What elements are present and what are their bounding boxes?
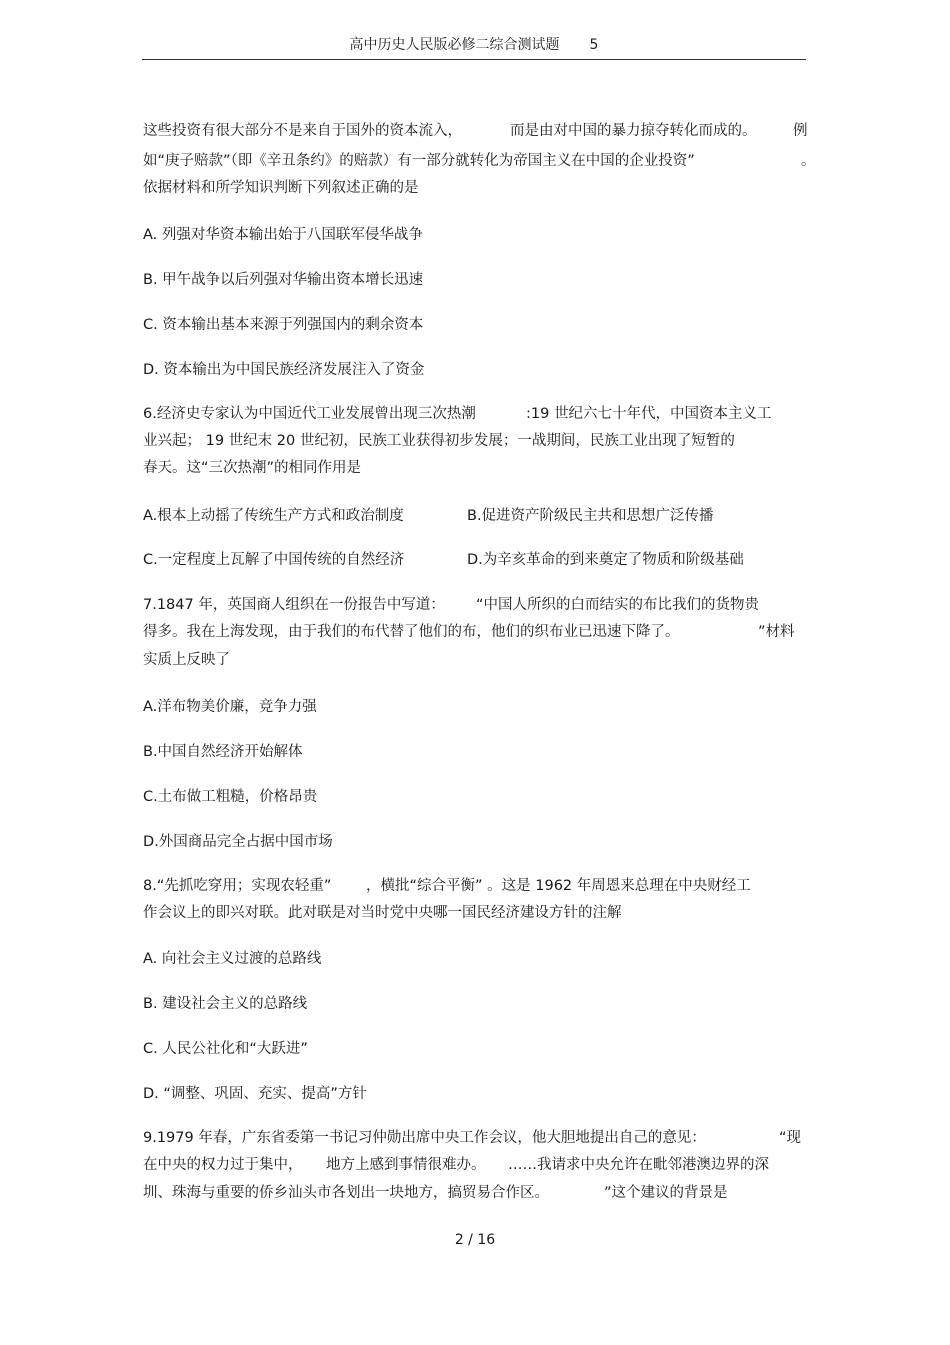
q8-option-b: B. 建设社会主义的总路线	[143, 996, 308, 1012]
q7-line-1: 7.1847 年，英国商人组织在一份报告中写道：	[143, 597, 445, 613]
q8-option-d: D. “调整、巩固、充实、提高”方针	[143, 1086, 367, 1102]
q5-option-d: D. 资本输出为中国民族经济发展注入了资金	[143, 362, 425, 378]
q5-option-a: A. 列强对华资本输出始于八国联军侵华战争	[143, 227, 423, 243]
q7-line-2: 得多。我在上海发现，由于我们的布代替了他们的布，他们的织布业已迅速下降了。	[143, 624, 680, 640]
q7-option-a: A.洋布物美价廉，竞争力强	[143, 699, 317, 715]
q7-option-b: B.中国自然经济开始解体	[143, 744, 303, 760]
q6-line-2: 业兴起； 19 世纪末 20 世纪初，民族工业获得初步发展；一战期间，民族工业出现了短暂的	[143, 433, 735, 449]
q8-line-2: 作会议上的即兴对联。此对联是对当时党中央哪一国民经济建设方针的注解	[143, 905, 622, 921]
q5-line-2: 如“庚子赔款”（即《辛丑条约》的赔款）有一部分就转化为帝国主义在中国的企业投资”	[143, 153, 695, 169]
header-title: 高中历史人民版必修二综合测试题	[349, 37, 560, 53]
q9-line-3-b: ”这个建议的背景是	[604, 1185, 728, 1201]
q6-line-1-b: :19 世纪六七十年代，中国资本主义工	[526, 406, 772, 422]
q5-option-b: B. 甲午战争以后列强对华输出资本增长迅速	[143, 272, 424, 288]
q5-line-3: 依据材料和所学知识判断下列叙述正确的是	[143, 180, 419, 196]
q9-line-1: 9.1979 年春，广东省委第一书记习仲勋出席中央工作会议，他大胆地提出自己的意见：	[143, 1130, 706, 1146]
page-number: 2 / 16	[454, 1232, 496, 1248]
q9-line-3: 圳、珠海与重要的侨乡汕头市各划出一块地方，搞贸易合作区。	[143, 1185, 549, 1201]
header-number: 5	[589, 37, 599, 53]
q8-line-1: 8.“先抓吃穿用；实现农轻重”	[143, 878, 332, 894]
q6-option-b: B.促进资产阶级民主共和思想广泛传播	[467, 508, 714, 524]
q9-line-2-b: 地方上感到事情很难办。	[326, 1157, 486, 1173]
q9-line-2: 在中央的权力过于集中，	[143, 1157, 303, 1173]
q5-line-1: 这些投资有很大部分不是来自于国外的资本流入，	[143, 123, 462, 139]
q7-line-2-b: ”材料	[758, 624, 795, 640]
q8-option-a: A. 向社会主义过渡的总路线	[143, 951, 322, 967]
q6-option-c: C.一定程度上瓦解了中国传统的自然经济	[143, 552, 405, 568]
q5-line-2-b: 。	[801, 153, 816, 169]
q5-option-c: C. 资本输出基本来源于列强国内的剩余资本	[143, 317, 424, 333]
page-header	[142, 34, 806, 60]
q7-line-3: 实质上反映了	[143, 652, 230, 668]
q6-option-a: A.根本上动摇了传统生产方式和政治制度	[143, 508, 404, 524]
q5-line-1-b: 而是由对中国的暴力掠夺转化而成的。	[510, 123, 757, 139]
q8-line-1-b: ，横批“综合平衡” 。这是 1962 年周恩来总理在中央财经工	[366, 878, 751, 894]
q8-option-c: C. 人民公社化和“大跃进”	[143, 1041, 308, 1057]
q6-line-3: 春天。这“三次热潮”的相同作用是	[143, 460, 362, 476]
q6-line-1: 6.经济史专家认为中国近代工业发展曾出现三次热潮	[143, 406, 476, 422]
q7-option-c: C.土布做工粗糙，价格昂贵	[143, 789, 318, 805]
q5-line-1-c: 例	[793, 123, 808, 139]
q6-option-d: D.为辛亥革命的到来奠定了物质和阶级基础	[467, 552, 744, 568]
q7-line-1-b: “中国人所织的白而结实的布比我们的货物贵	[476, 597, 760, 613]
q7-option-d: D.外国商品完全占据中国市场	[143, 834, 333, 850]
q9-line-2-c: ……我请求中央允许在毗邻港澳边界的深	[508, 1157, 769, 1173]
q9-line-1-b: “现	[779, 1130, 802, 1146]
